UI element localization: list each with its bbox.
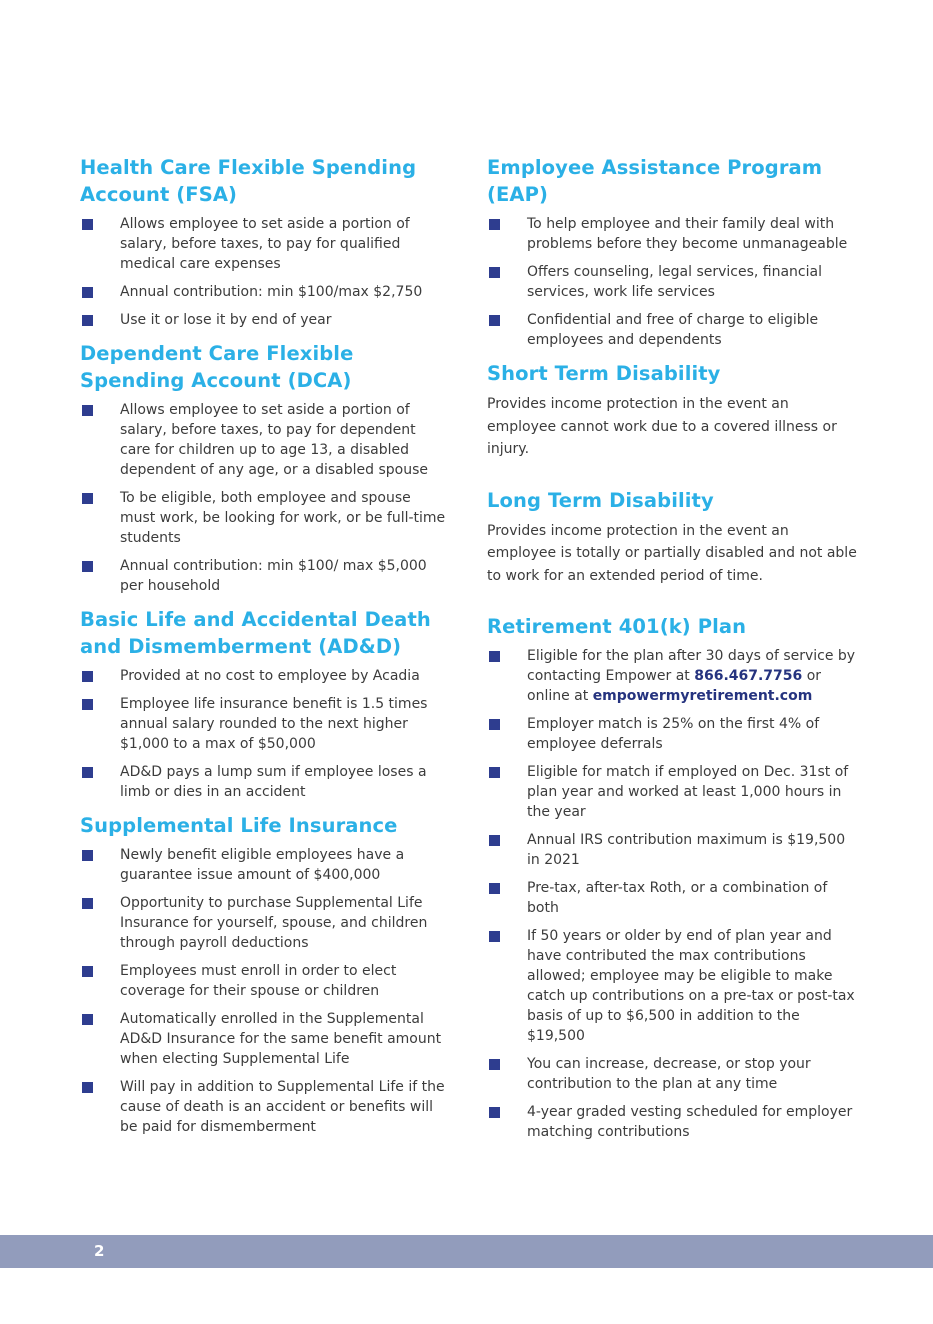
right-column bbox=[487, 154, 857, 1152]
list-item: Newly benefit eligible employees have a guarantee issue amount of $400,000 bbox=[80, 845, 450, 885]
list-item: You can increase, decrease, or stop your contribution to the plan at any time bbox=[487, 1054, 857, 1094]
square-bullet-icon bbox=[82, 898, 93, 909]
retirement-401k-section bbox=[487, 613, 857, 1142]
add-section bbox=[80, 606, 450, 802]
list-item: Employees must enroll in order to elect coverage for their spouse or children bbox=[80, 961, 450, 1001]
square-bullet-icon bbox=[489, 651, 500, 662]
square-bullet-icon bbox=[82, 561, 93, 572]
list-item: Automatically enrolled in the Supplemental AD&D Insurance for the same benefit amount when electing Supplemental Life bbox=[80, 1009, 450, 1069]
supplemental-life-list bbox=[80, 845, 450, 1137]
list-item: Allows employee to set aside a portion of salary, before taxes, to pay for dependent care for children up to age 13, a disabled dependent of any age, or a disabled spouse bbox=[80, 400, 450, 480]
square-bullet-icon bbox=[82, 287, 93, 298]
list-item: To be eligible, both employee and spouse must work, be looking for work, or be full-time students bbox=[80, 488, 450, 548]
list-item: Will pay in addition to Supplemental Life if the cause of death is an accident or benefits will be paid for dismemberment bbox=[80, 1077, 450, 1137]
short-term-disability-text: Provides income protection in the event an employee cannot work due to a covered illness or injury. bbox=[487, 396, 837, 457]
add-list bbox=[80, 666, 450, 802]
list-item: AD&D pays a lump sum if employee loses a limb or dies in an accident bbox=[80, 762, 450, 802]
footer-band bbox=[0, 1235, 933, 1268]
long-term-disability-section bbox=[487, 487, 857, 588]
square-bullet-icon bbox=[82, 315, 93, 326]
square-bullet-icon bbox=[82, 966, 93, 977]
list-item: If 50 years or older by end of plan year and have contributed the max contributions allowed; employee may be eligible to make catch up contributions on a pre-tax or post-tax basis of up to $6,500 in addition to the $19,500 bbox=[487, 926, 857, 1046]
empower-phone-link[interactable]: 866.467.7756 bbox=[694, 668, 803, 684]
page-number: 2 bbox=[94, 1242, 105, 1260]
dca-heading: Dependent Care Flexible Spending Account (DCA) bbox=[80, 342, 354, 392]
list-item: Confidential and free of charge to eligible employees and dependents bbox=[487, 310, 857, 350]
supplemental-life-heading: Supplemental Life Insurance bbox=[80, 814, 398, 837]
square-bullet-icon bbox=[82, 1014, 93, 1025]
add-heading: Basic Life and Accidental Death and Dismemberment (AD&D) bbox=[80, 608, 431, 658]
square-bullet-icon bbox=[489, 883, 500, 894]
retirement-401k-list bbox=[487, 646, 857, 1142]
square-bullet-icon bbox=[489, 931, 500, 942]
square-bullet-icon bbox=[489, 219, 500, 230]
retirement-401k-heading: Retirement 401(k) Plan bbox=[487, 615, 747, 638]
long-term-disability-heading: Long Term Disability bbox=[487, 488, 714, 512]
short-term-disability-heading: Short Term Disability bbox=[487, 362, 721, 385]
square-bullet-icon bbox=[82, 767, 93, 778]
long-term-disability-text: Provides income protection in the event an employee is totally or partially disabled and not able to work for an extended period of time. bbox=[487, 522, 857, 584]
square-bullet-icon bbox=[82, 493, 93, 504]
list-item: Allows employee to set aside a portion of salary, before taxes, to pay for qualified medical care expenses bbox=[80, 214, 450, 274]
list-item: Employer match is 25% on the first 4% of employee deferrals bbox=[487, 714, 857, 754]
eap-section bbox=[487, 154, 857, 350]
list-item: Eligible for match if employed on Dec. 31st of plan year and worked at least 1,000 hours in the year bbox=[487, 762, 857, 822]
square-bullet-icon bbox=[489, 767, 500, 778]
eap-list bbox=[487, 214, 857, 350]
supplemental-life-section bbox=[80, 812, 450, 1137]
list-item: Annual contribution: min $100/ max $5,000 per household bbox=[80, 556, 450, 596]
list-item: To help employee and their family deal with problems before they become unmanageable bbox=[487, 214, 857, 254]
list-item: Eligible for the plan after 30 days of service by contacting Empower at 866.467.7756 or online at empowermyretirement.com bbox=[487, 646, 857, 706]
fsa-heading: Health Care Flexible Spending Account (FSA) bbox=[80, 156, 417, 206]
list-item: Annual contribution: min $100/max $2,750 bbox=[80, 282, 450, 302]
square-bullet-icon bbox=[82, 671, 93, 682]
square-bullet-icon bbox=[489, 1107, 500, 1118]
square-bullet-icon bbox=[489, 719, 500, 730]
dca-list bbox=[80, 400, 450, 596]
square-bullet-icon bbox=[82, 219, 93, 230]
fsa-list bbox=[80, 214, 450, 330]
eap-heading: Employee Assistance Program (EAP) bbox=[487, 156, 823, 206]
square-bullet-icon bbox=[82, 850, 93, 861]
short-term-disability-section bbox=[487, 360, 857, 461]
square-bullet-icon bbox=[489, 267, 500, 278]
square-bullet-icon bbox=[489, 315, 500, 326]
square-bullet-icon bbox=[82, 699, 93, 710]
list-item: Offers counseling, legal services, financial services, work life services bbox=[487, 262, 857, 302]
square-bullet-icon bbox=[489, 835, 500, 846]
square-bullet-icon bbox=[489, 1059, 500, 1070]
list-item: Provided at no cost to employee by Acadia bbox=[80, 666, 450, 686]
square-bullet-icon bbox=[82, 405, 93, 416]
list-item: 4-year graded vesting scheduled for employer matching contributions bbox=[487, 1102, 857, 1142]
list-item: Use it or lose it by end of year bbox=[80, 310, 450, 330]
list-item: Pre-tax, after-tax Roth, or a combination of both bbox=[487, 878, 857, 918]
square-bullet-icon bbox=[82, 1082, 93, 1093]
empower-website-link[interactable]: empowermyretirement.com bbox=[592, 688, 813, 704]
left-column bbox=[80, 154, 450, 1147]
list-item: Employee life insurance benefit is 1.5 times annual salary rounded to the next higher $1,000 to a max of $50,000 bbox=[80, 694, 450, 754]
list-item: Opportunity to purchase Supplemental Life Insurance for yourself, spouse, and children through payroll deductions bbox=[80, 893, 450, 953]
fsa-section bbox=[80, 154, 450, 330]
dca-section bbox=[80, 340, 450, 596]
list-item: Annual IRS contribution maximum is $19,500 in 2021 bbox=[487, 830, 857, 870]
